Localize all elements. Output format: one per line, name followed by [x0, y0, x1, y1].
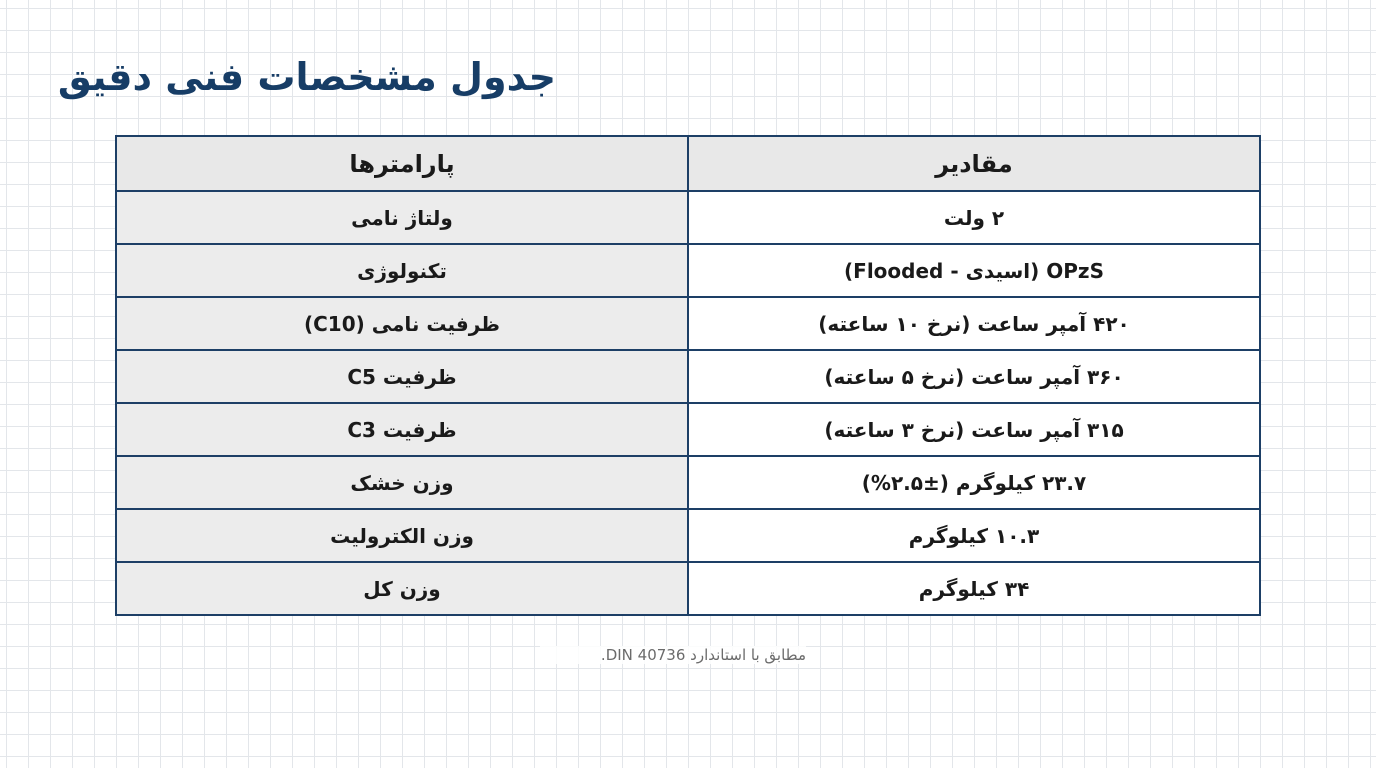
table-row [116, 191, 1260, 244]
value-cell: ۴۲۰ آمپر ساعت (نرخ ۱۰ ساعته) [688, 297, 1260, 350]
value-cell: ۲ ولت [688, 191, 1260, 244]
table-row [116, 297, 1260, 350]
parameter-cell: ظرفیت C5 [116, 350, 688, 403]
parameter-cell: ظرفیت نامی (C10) [116, 297, 688, 350]
parameter-cell: تکنولوژی [116, 244, 688, 297]
table-row [116, 244, 1260, 297]
header-values: مقادیر [688, 136, 1260, 191]
parameter-cell: وزن کل [116, 562, 688, 615]
table-row [116, 403, 1260, 456]
value-cell: ۳۱۵ آمپر ساعت (نرخ ۳ ساعته) [688, 403, 1260, 456]
value-cell: ۱۰.۳ کیلوگرم [688, 509, 1260, 562]
value-cell: ۲۳.۷ کیلوگرم (±۲.۵%) [688, 456, 1260, 509]
parameter-cell: وزن خشک [116, 456, 688, 509]
table-row [116, 350, 1260, 403]
standard-footnote: مطابق با استاندارد DIN 40736. [540, 646, 806, 664]
value-cell: OPzS (اسیدی - Flooded) [688, 244, 1260, 297]
parameter-cell: وزن الکترولیت [116, 509, 688, 562]
value-cell: ۳۴ کیلوگرم [688, 562, 1260, 615]
parameter-cell: ولتاژ نامی [116, 191, 688, 244]
page-title: جدول مشخصات فنی دقیق [57, 55, 556, 99]
table-header-row [116, 136, 1260, 191]
value-cell: ۳۶۰ آمپر ساعت (نرخ ۵ ساعته) [688, 350, 1260, 403]
spec-table [115, 135, 1261, 616]
table-row [116, 562, 1260, 615]
table-row [116, 509, 1260, 562]
table-row [116, 456, 1260, 509]
header-parameters: پارامترها [116, 136, 688, 191]
parameter-cell: ظرفیت C3 [116, 403, 688, 456]
